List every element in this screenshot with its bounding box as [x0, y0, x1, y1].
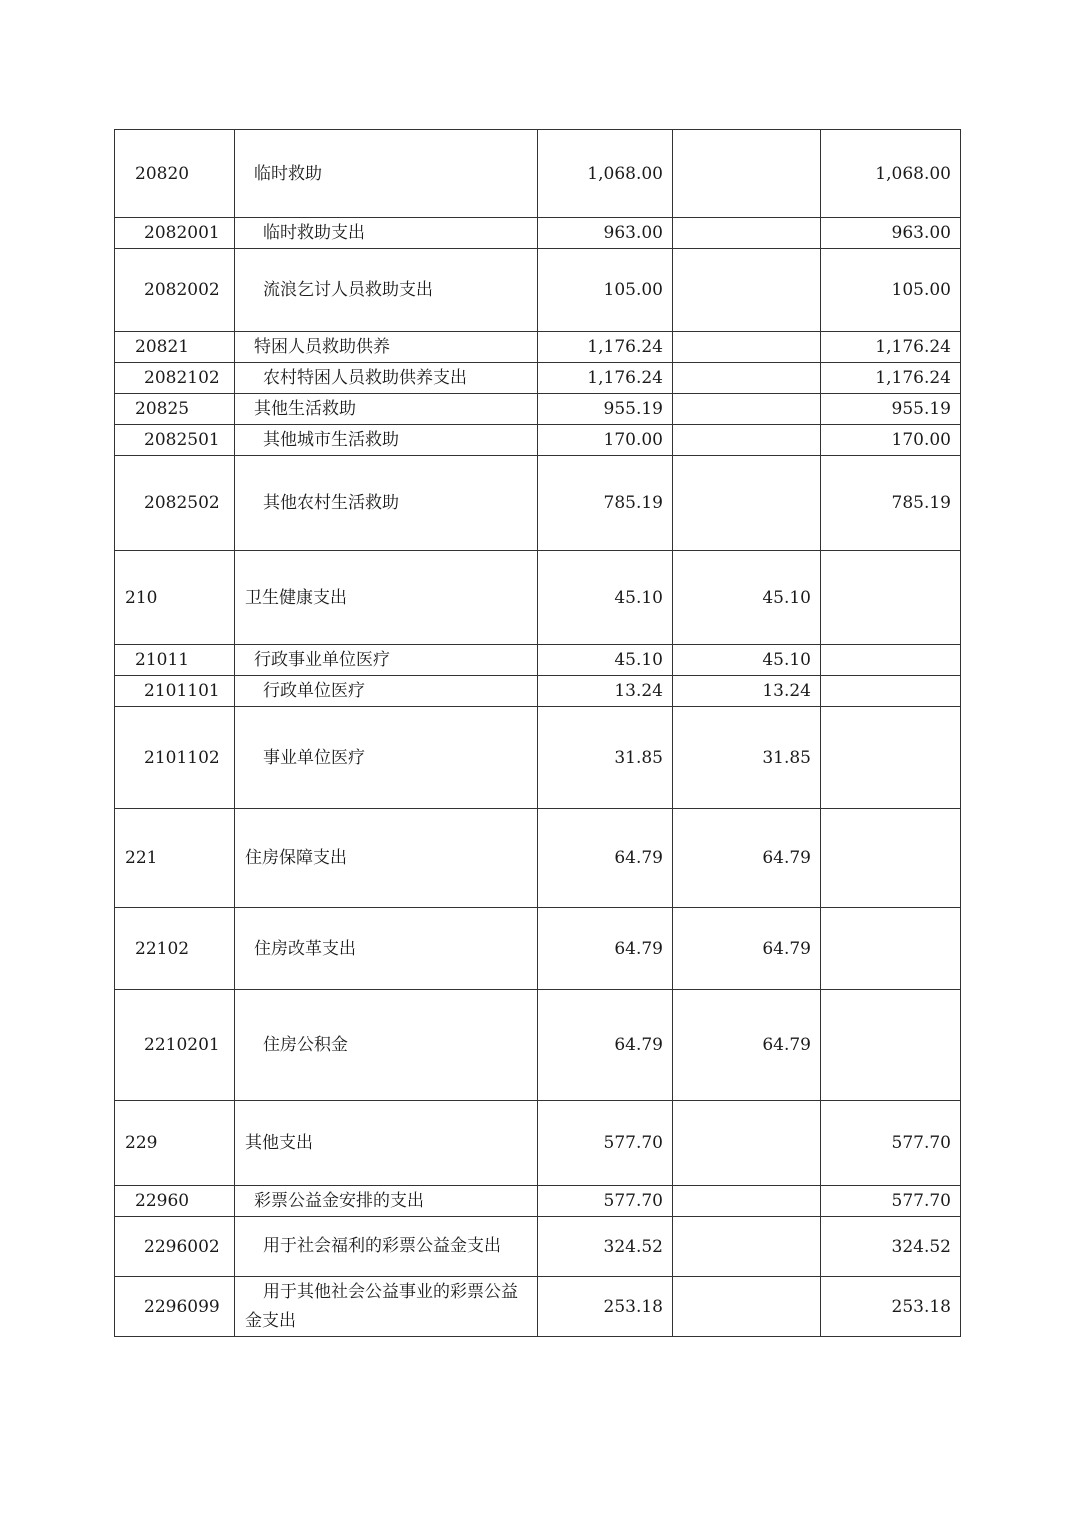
row-code: 22960	[115, 1186, 235, 1217]
row-total: 13.24	[538, 676, 673, 707]
row-code: 2082502	[115, 456, 235, 551]
row-basic	[673, 1101, 821, 1186]
budget-table	[114, 129, 961, 1337]
row-code: 2296002	[115, 1217, 235, 1277]
row-name: 彩票公益金安排的支出	[235, 1186, 538, 1217]
row-project	[821, 551, 961, 645]
row-basic	[673, 1217, 821, 1277]
row-code: 210	[115, 551, 235, 645]
row-total: 577.70	[538, 1186, 673, 1217]
row-name-text: 用于社会福利的彩票公益金支出	[263, 1236, 501, 1256]
row-name: 特困人员救助供养	[235, 332, 538, 363]
row-code: 21011	[115, 645, 235, 676]
row-basic	[673, 249, 821, 332]
row-total: 324.52	[538, 1217, 673, 1277]
table-row	[115, 809, 961, 908]
table-row	[115, 130, 961, 218]
row-name: 住房公积金	[235, 990, 538, 1101]
row-name: 临时救助	[235, 130, 538, 218]
row-total: 963.00	[538, 218, 673, 249]
row-code: 20820	[115, 130, 235, 218]
row-project: 105.00	[821, 249, 961, 332]
row-basic	[673, 425, 821, 456]
row-basic: 13.24	[673, 676, 821, 707]
row-project: 955.19	[821, 394, 961, 425]
table-row	[115, 1101, 961, 1186]
table-row	[115, 425, 961, 456]
row-total: 64.79	[538, 809, 673, 908]
row-total: 64.79	[538, 908, 673, 990]
row-project: 1,068.00	[821, 130, 961, 218]
row-basic: 45.10	[673, 551, 821, 645]
row-name: 流浪乞讨人员救助支出	[235, 249, 538, 332]
row-name: 住房改革支出	[235, 908, 538, 990]
row-code: 20825	[115, 394, 235, 425]
row-name: 其他支出	[235, 1101, 538, 1186]
row-total: 31.85	[538, 707, 673, 809]
table-row	[115, 990, 961, 1101]
row-project: 324.52	[821, 1217, 961, 1277]
table-row	[115, 676, 961, 707]
row-total: 45.10	[538, 645, 673, 676]
row-basic: 64.79	[673, 990, 821, 1101]
table-row	[115, 1217, 961, 1277]
table-row	[115, 394, 961, 425]
row-code: 20821	[115, 332, 235, 363]
table-row	[115, 332, 961, 363]
row-basic	[673, 130, 821, 218]
row-basic	[673, 456, 821, 551]
row-project	[821, 707, 961, 809]
row-code: 2082102	[115, 363, 235, 394]
row-project	[821, 809, 961, 908]
row-total: 1,176.24	[538, 363, 673, 394]
row-project: 963.00	[821, 218, 961, 249]
row-total: 253.18	[538, 1277, 673, 1337]
row-total: 170.00	[538, 425, 673, 456]
row-total: 105.00	[538, 249, 673, 332]
table-row	[115, 1186, 961, 1217]
table-row	[115, 1277, 961, 1337]
row-code: 2210201	[115, 990, 235, 1101]
row-basic: 64.79	[673, 809, 821, 908]
row-code: 229	[115, 1101, 235, 1186]
row-total: 577.70	[538, 1101, 673, 1186]
row-basic: 64.79	[673, 908, 821, 990]
table-row	[115, 707, 961, 809]
table-row	[115, 363, 961, 394]
row-project: 253.18	[821, 1277, 961, 1337]
row-name: 其他生活救助	[235, 394, 538, 425]
row-code: 2082501	[115, 425, 235, 456]
row-project: 577.70	[821, 1101, 961, 1186]
row-code: 2082001	[115, 218, 235, 249]
row-code: 2296099	[115, 1277, 235, 1337]
row-name: 行政单位医疗	[235, 676, 538, 707]
table-row	[115, 551, 961, 645]
row-project: 1,176.24	[821, 332, 961, 363]
row-basic	[673, 332, 821, 363]
row-code: 221	[115, 809, 235, 908]
row-name: 住房保障支出	[235, 809, 538, 908]
row-project: 785.19	[821, 456, 961, 551]
row-name: 行政事业单位医疗	[235, 645, 538, 676]
row-basic: 45.10	[673, 645, 821, 676]
table-row	[115, 645, 961, 676]
row-project: 577.70	[821, 1186, 961, 1217]
row-project	[821, 908, 961, 990]
row-name: 其他城市生活救助	[235, 425, 538, 456]
row-code: 2101102	[115, 707, 235, 809]
table-row	[115, 249, 961, 332]
row-name: 卫生健康支出	[235, 551, 538, 645]
row-code: 2101101	[115, 676, 235, 707]
row-name: 临时救助支出	[235, 218, 538, 249]
row-basic	[673, 1186, 821, 1217]
row-name	[235, 1277, 538, 1337]
row-project	[821, 645, 961, 676]
row-name: 其他农村生活救助	[235, 456, 538, 551]
row-basic	[673, 394, 821, 425]
row-total: 1,176.24	[538, 332, 673, 363]
row-total: 64.79	[538, 990, 673, 1101]
table-row	[115, 456, 961, 551]
row-project	[821, 990, 961, 1101]
table-row	[115, 218, 961, 249]
row-project	[821, 676, 961, 707]
row-code: 22102	[115, 908, 235, 990]
row-name: 事业单位医疗	[235, 707, 538, 809]
row-basic	[673, 1277, 821, 1337]
row-total: 955.19	[538, 394, 673, 425]
row-total: 45.10	[538, 551, 673, 645]
row-code: 2082002	[115, 249, 235, 332]
row-total: 1,068.00	[538, 130, 673, 218]
row-project: 1,176.24	[821, 363, 961, 394]
row-basic: 31.85	[673, 707, 821, 809]
row-basic	[673, 218, 821, 249]
row-name: 农村特困人员救助供养支出	[235, 363, 538, 394]
row-name	[235, 1217, 538, 1277]
row-total: 785.19	[538, 456, 673, 551]
table-row	[115, 908, 961, 990]
row-name-text: 用于其他社会公益事业的彩票公益金支出	[245, 1281, 518, 1331]
row-project: 170.00	[821, 425, 961, 456]
row-basic	[673, 363, 821, 394]
